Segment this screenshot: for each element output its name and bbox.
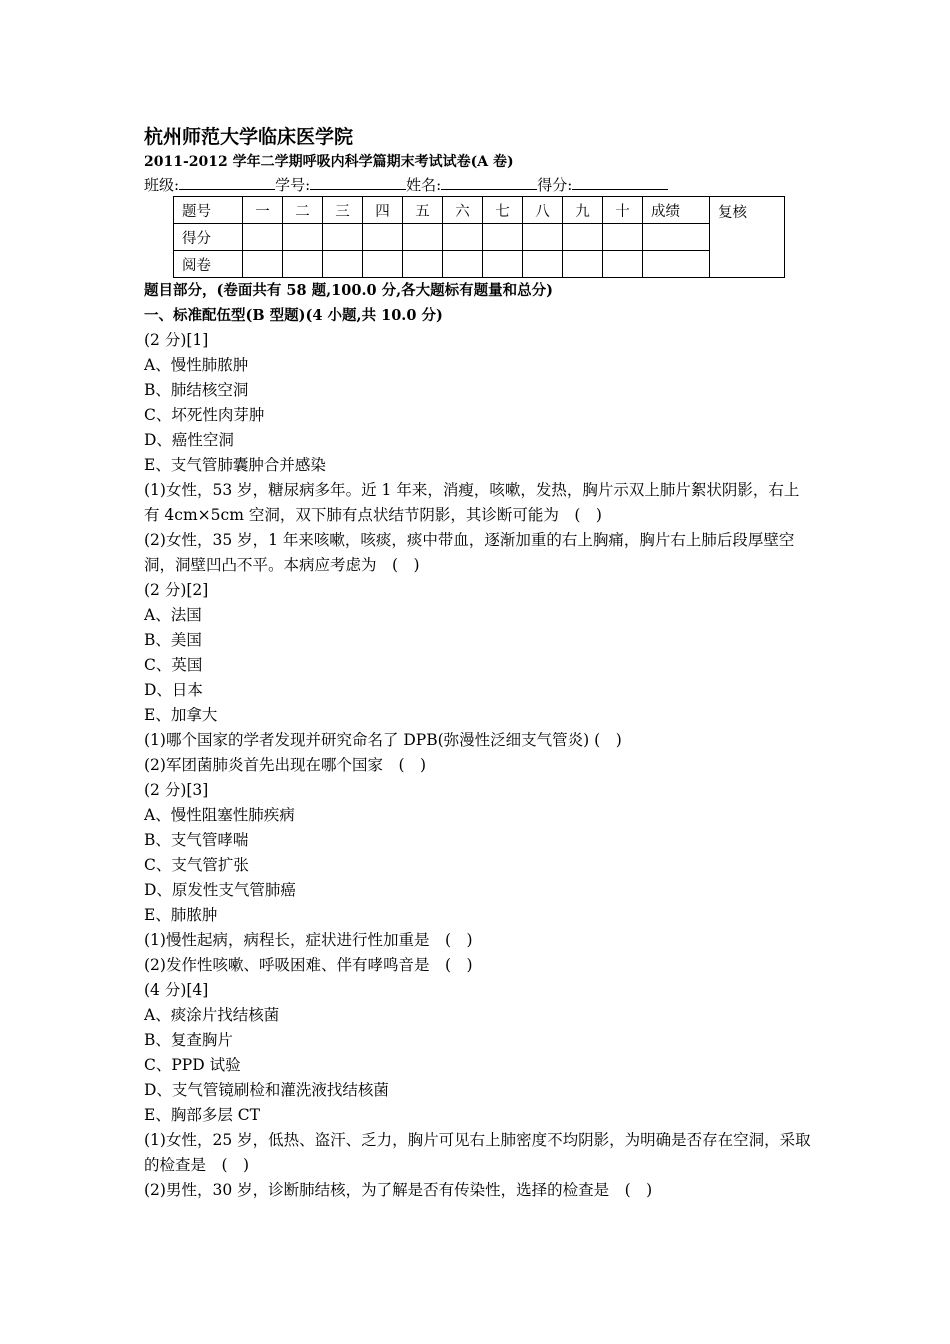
grader-cell	[443, 251, 483, 278]
class-label: 班级:	[144, 176, 180, 194]
question-header: (2 分)[1]	[144, 331, 209, 349]
score-cell	[243, 224, 283, 251]
score-cell	[523, 224, 563, 251]
option-c: C、支气管扩张	[144, 856, 249, 874]
student-id-label: 学号:	[275, 176, 311, 194]
col-5: 五	[403, 197, 443, 224]
grader-cell	[363, 251, 403, 278]
score-table	[173, 196, 785, 278]
option-a: A、慢性肺脓肿	[144, 356, 249, 374]
question-header: (2 分)[2]	[144, 581, 209, 599]
grader-cell	[483, 251, 523, 278]
sub-question: (2)女性，35 岁，1 年来咳嗽，咳痰，痰中带血，逐渐加重的右上胸痛，胸片右上肺后段厚壁空洞，洞壁凹凸不平。本病应考虑为 ( )	[144, 531, 795, 574]
sub-question: (1)慢性起病，病程长，症状进行性加重是 ( )	[144, 931, 473, 949]
option-e: E、支气管肺囊肿合并感染	[144, 456, 326, 474]
grader-cell	[323, 251, 363, 278]
option-c: C、坏死性肉芽肿	[144, 406, 265, 424]
score-table-row	[174, 251, 785, 278]
student-id-blank	[310, 174, 406, 190]
sub-question: (2)发作性咳嗽、呼吸困难、伴有哮鸣音是 ( )	[144, 956, 473, 974]
score-cell	[443, 224, 483, 251]
option-b: B、美国	[144, 631, 202, 649]
score-table-row	[174, 197, 785, 224]
option-a: A、痰涂片找结核菌	[144, 1006, 280, 1024]
grader-cell	[563, 251, 603, 278]
col-10: 十	[603, 197, 643, 224]
sub-question: (2)男性，30 岁，诊断肺结核，为了解是否有传染性，选择的检查是 ( )	[144, 1181, 653, 1199]
option-d: D、日本	[144, 681, 203, 699]
score-blank	[572, 174, 668, 190]
question-header: (4 分)[4]	[144, 981, 209, 999]
col-2: 二	[283, 197, 323, 224]
option-c: C、PPD 试验	[144, 1056, 241, 1074]
sub-question: (1)女性，25 岁，低热、盗汗、乏力，胸片可见右上肺密度不均阴影，为明确是否存在空洞，采取的检查是 ( )	[144, 1131, 811, 1174]
col-6: 六	[443, 197, 483, 224]
option-d: D、癌性空洞	[144, 431, 234, 449]
col-4: 四	[363, 197, 403, 224]
grader-cell	[403, 251, 443, 278]
sub-question: (1)女性，53 岁，糖尿病多年。近 1 年来，消瘦，咳嗽，发热，胸片示双上肺片絮状阴影，右上有 4cm×5cm 空洞，双下肺有点状结节阴影，其诊断可能为 ( )	[144, 481, 800, 524]
option-a: A、慢性阻塞性肺疾病	[144, 806, 295, 824]
row-label-grader: 阅卷	[174, 251, 243, 278]
score-cell	[363, 224, 403, 251]
sub-question: (1)哪个国家的学者发现并研究命名了 DPB(弥漫性泛细支气管炎) ( )	[144, 731, 622, 749]
col-3: 三	[323, 197, 363, 224]
score-cell	[643, 224, 710, 251]
school-name: 杭州师范大学临床医学院	[144, 126, 354, 148]
review-header: 复核	[710, 197, 785, 278]
option-c: C、英国	[144, 656, 203, 674]
grader-cell	[283, 251, 323, 278]
score-table-row	[174, 224, 785, 251]
score-cell	[323, 224, 363, 251]
section-heading: 一、标准配伍型(B 型题)(4 小题,共 10.0 分)	[144, 307, 443, 324]
exam-page	[144, 124, 814, 1203]
score-cell	[563, 224, 603, 251]
option-b: B、复查胸片	[144, 1031, 233, 1049]
class-blank	[179, 174, 275, 190]
grader-cell	[643, 251, 710, 278]
row-label-score: 得分	[174, 224, 243, 251]
col-9: 九	[563, 197, 603, 224]
col-1: 一	[243, 197, 283, 224]
option-e: E、肺脓肿	[144, 906, 218, 924]
row-label-question: 题号	[174, 197, 243, 224]
exam-title: 2011-2012 学年二学期呼吸内科学篇期末考试试卷(A 卷)	[144, 154, 514, 170]
student-info-line	[144, 174, 814, 196]
sub-question: (2)军团菌肺炎首先出现在哪个国家 ( )	[144, 756, 427, 774]
option-d: D、支气管镜刷检和灌洗液找结核菌	[144, 1081, 389, 1099]
name-blank	[441, 174, 537, 190]
option-b: B、肺结核空洞	[144, 381, 249, 399]
question-header: (2 分)[3]	[144, 781, 209, 799]
col-8: 八	[523, 197, 563, 224]
col-7: 七	[483, 197, 523, 224]
score-cell	[283, 224, 323, 251]
option-e: E、胸部多层 CT	[144, 1106, 260, 1124]
score-cell	[483, 224, 523, 251]
name-label: 姓名:	[406, 176, 442, 194]
grader-cell	[243, 251, 283, 278]
option-d: D、原发性支气管肺癌	[144, 881, 296, 899]
grader-cell	[523, 251, 563, 278]
option-b: B、支气管哮喘	[144, 831, 249, 849]
score-cell	[603, 224, 643, 251]
option-e: E、加拿大	[144, 706, 218, 724]
total-score-header: 成绩	[643, 197, 710, 224]
option-a: A、法国	[144, 606, 202, 624]
exam-intro: 题目部分，(卷面共有 58 题,100.0 分,各大题标有题量和总分)	[144, 282, 554, 299]
grader-cell	[603, 251, 643, 278]
score-cell	[403, 224, 443, 251]
score-label: 得分:	[537, 176, 573, 194]
